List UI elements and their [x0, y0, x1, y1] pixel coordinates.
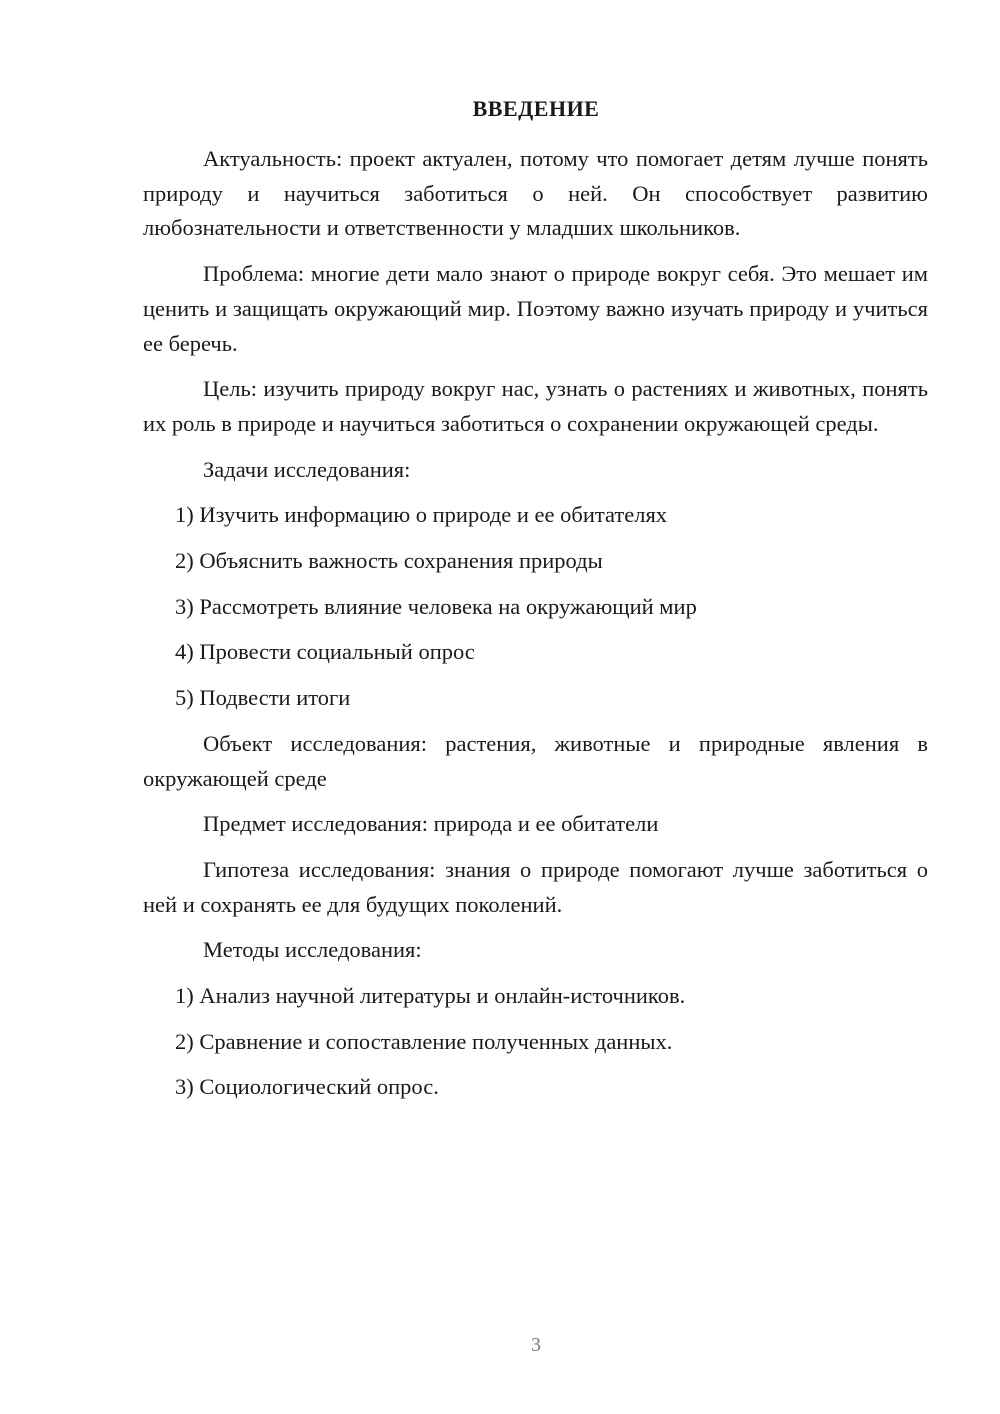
problem-paragraph: Проблема: многие дети мало знают о природе вокруг себя. Это мешает им ценить и защищать окружающий мир. Поэтому важно изучать природу и учиться ее беречь. [143, 261, 928, 356]
task-item: 5) Подвести итоги [175, 685, 351, 711]
goal-paragraph: Цель: изучить природу вокруг нас, узнать о растениях и животных, понять их роль в природе и научиться заботиться о сохранении окружающей среды. [143, 376, 928, 436]
method-item: 2) Сравнение и сопоставление полученных данных. [175, 1028, 673, 1054]
body-text [143, 142, 928, 1116]
method-item: 1) Анализ научной литературы и онлайн-источников. [175, 983, 686, 1009]
subject-paragraph: Предмет исследования: природа и ее обитатели [203, 811, 659, 837]
methods-heading: Методы исследования: [203, 937, 422, 963]
task-item: 2) Объяснить важность сохранения природы [175, 548, 603, 574]
relevance-paragraph: Актуальность: проект актуален, потому что помогает детям лучше понять природу и научиться заботиться о ней. Он способствует развитию любознательности и ответственности у младших школьников. [143, 146, 928, 241]
task-item: 3) Рассмотреть влияние человека на окружающий мир [175, 593, 697, 619]
methods-list [143, 979, 928, 1105]
hypothesis-paragraph: Гипотеза исследования: знания о природе помогают лучше заботиться о ней и сохранять ее для будущих поколений. [143, 856, 928, 917]
object-paragraph: Объект исследования: растения, животные и природные явления в окружающей среде [143, 730, 928, 791]
task-item: 1) Изучить информацию о природе и ее обитателях [175, 502, 668, 528]
tasks-list [143, 498, 928, 716]
section-heading: ВВЕДЕНИЕ [472, 96, 600, 121]
method-item: 3) Социологический опрос. [175, 1074, 439, 1100]
task-item: 4) Провести социальный опрос [175, 639, 475, 665]
tasks-heading: Задачи исследования: [203, 456, 411, 482]
page-number: 3 [531, 1334, 541, 1356]
